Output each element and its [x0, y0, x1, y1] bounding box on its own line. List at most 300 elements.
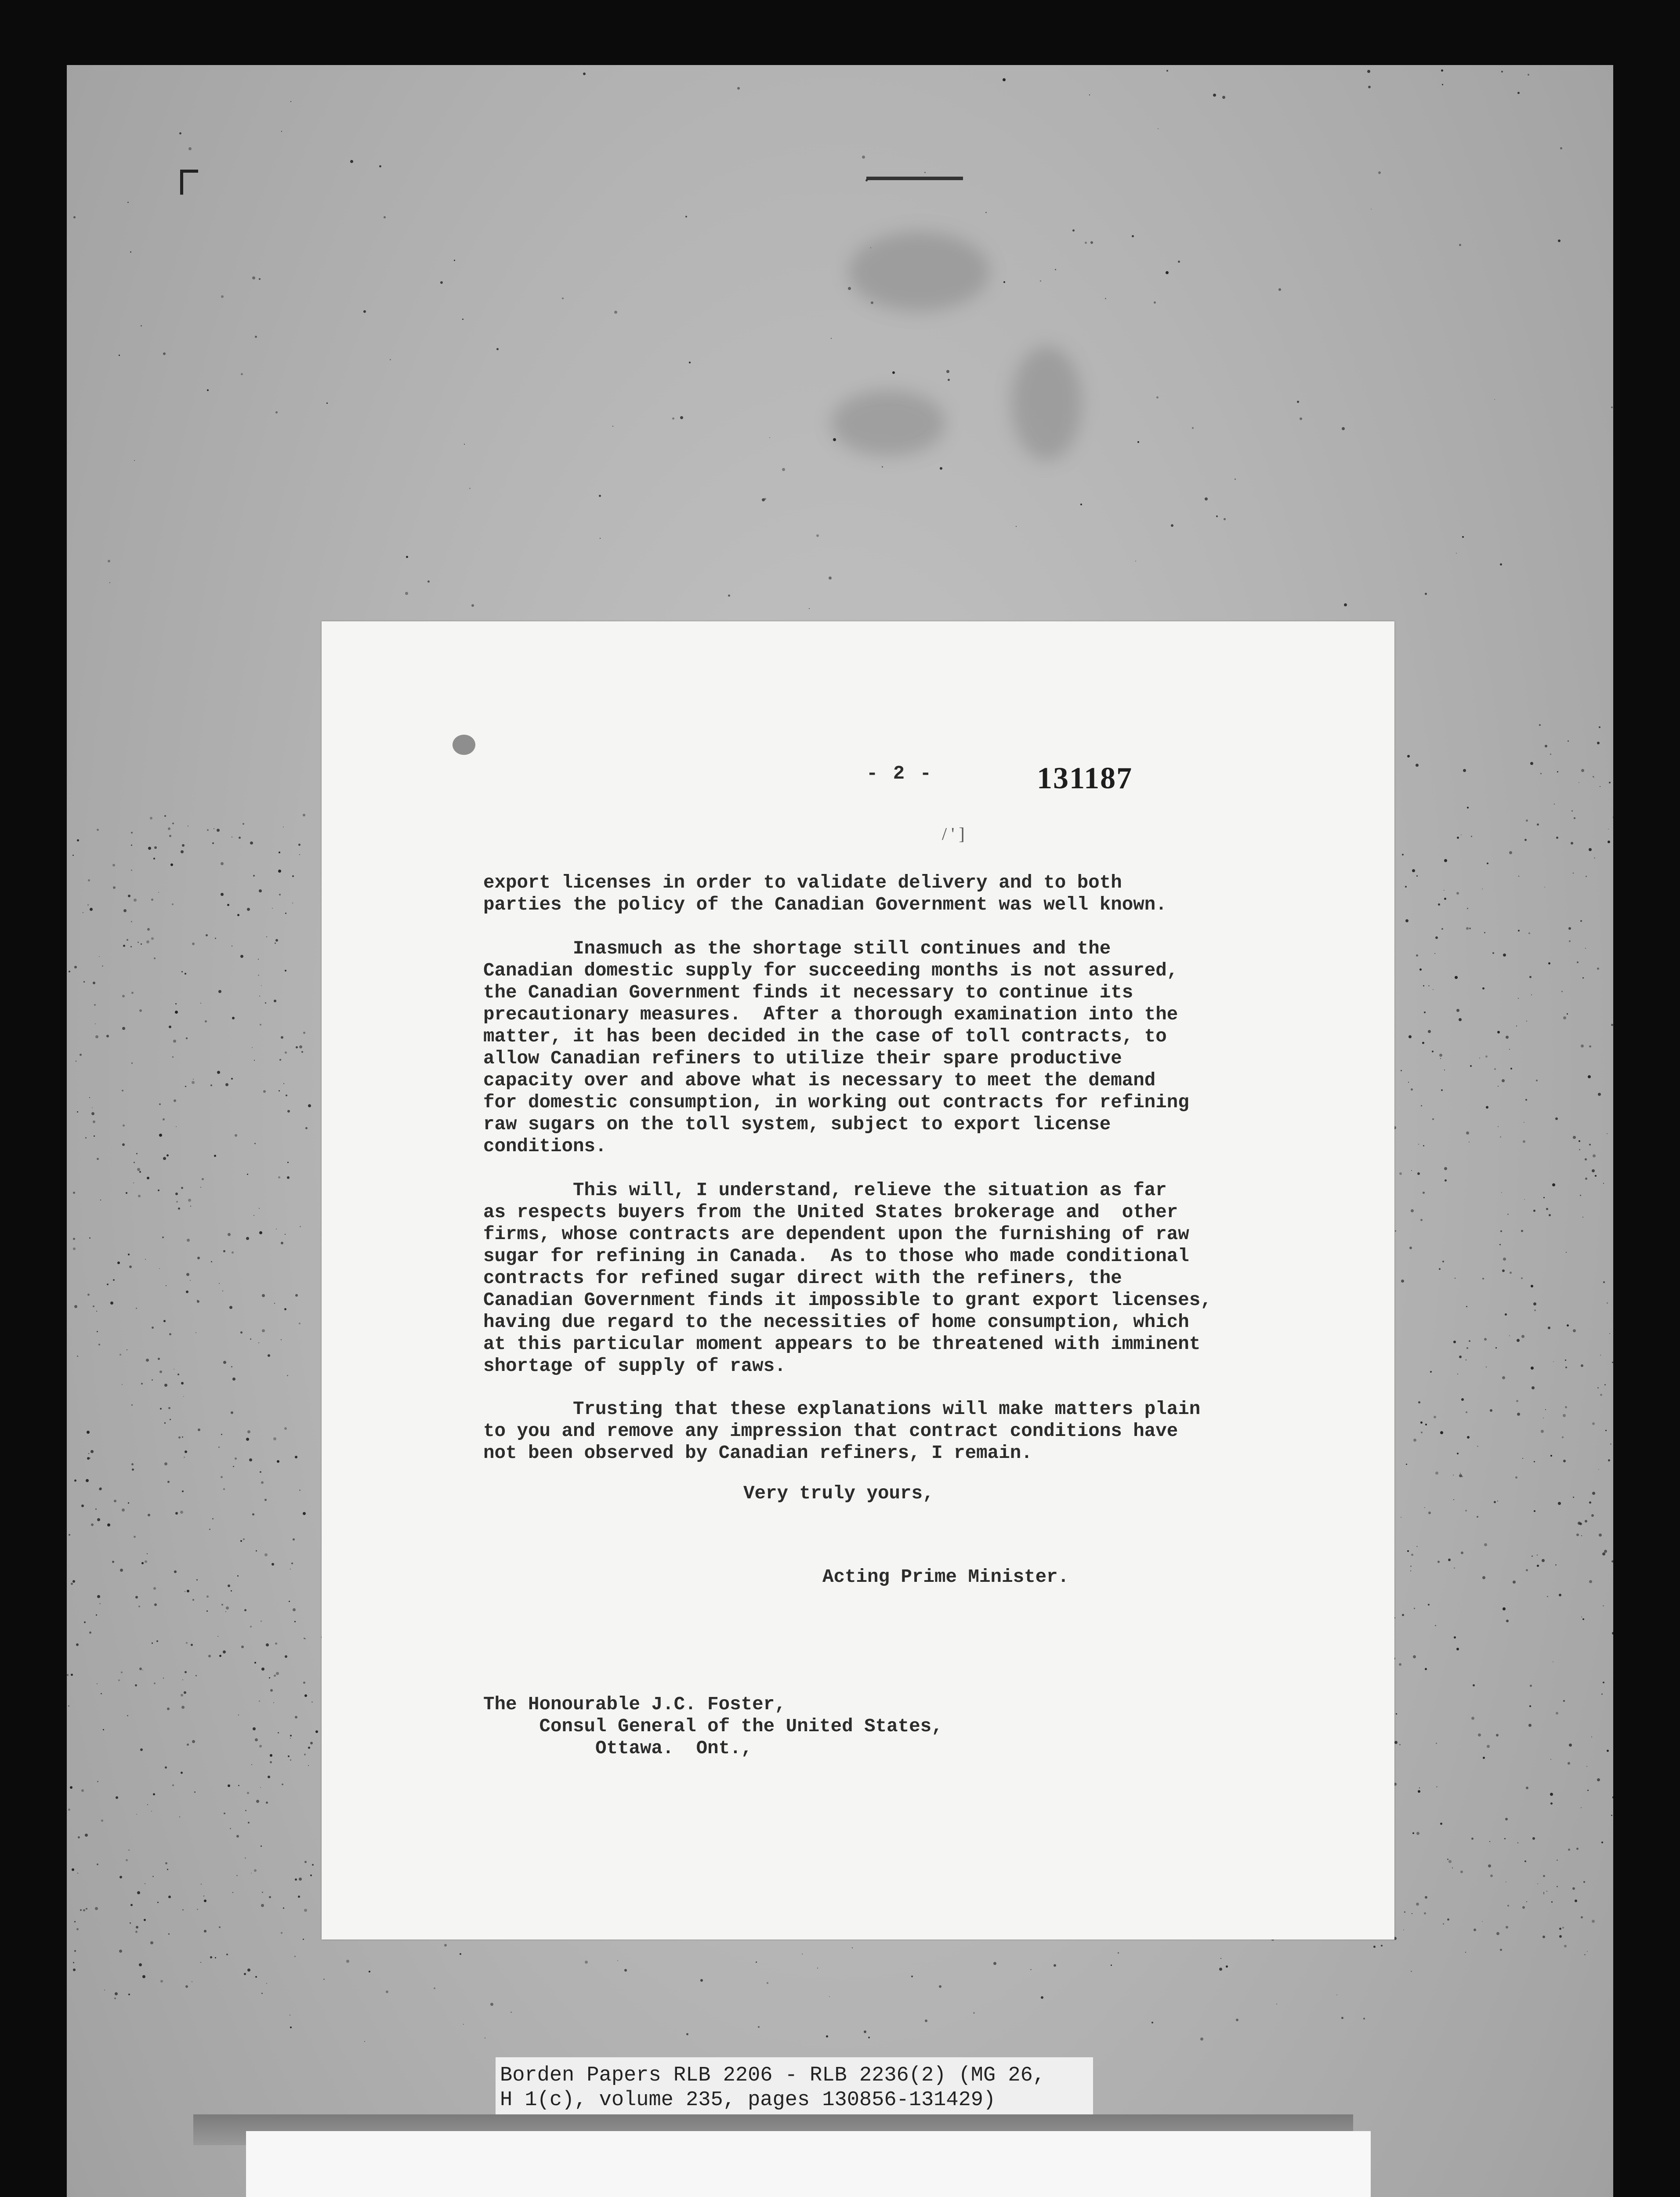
film-speck	[1465, 1952, 1466, 1953]
film-speck	[1132, 235, 1134, 237]
film-speck	[186, 1291, 188, 1293]
film-speck	[1598, 1093, 1601, 1096]
film-speck	[1496, 1932, 1499, 1935]
film-speck	[583, 73, 586, 75]
film-speck	[303, 1682, 305, 1684]
film-speck	[273, 1702, 274, 1703]
film-speck	[1502, 1269, 1505, 1272]
film-speck	[258, 975, 259, 976]
film-speck	[1557, 1860, 1558, 1861]
film-speck	[1581, 1044, 1584, 1048]
film-speck	[169, 1026, 171, 1028]
film-speck	[154, 957, 156, 959]
film-speck	[130, 946, 132, 947]
film-speck	[1585, 1158, 1587, 1160]
film-speck	[180, 1511, 183, 1514]
film-speck	[174, 1570, 177, 1573]
film-speck	[107, 1283, 109, 1285]
film-speck	[1080, 504, 1082, 505]
film-speck	[259, 1745, 262, 1747]
film-speck	[1573, 1497, 1574, 1498]
film-speck	[1448, 1860, 1452, 1863]
film-speck	[1550, 1802, 1553, 1805]
film-speck	[1576, 1534, 1579, 1536]
film-speck	[186, 1037, 188, 1039]
film-speck	[427, 580, 430, 583]
film-speck	[1158, 128, 1159, 129]
film-speck	[1412, 1832, 1414, 1834]
film-speck	[1597, 1387, 1599, 1389]
film-speck	[1589, 1144, 1591, 1146]
film-speck	[181, 850, 184, 853]
film-speck	[1546, 1891, 1547, 1892]
film-speck	[1534, 1461, 1535, 1462]
film-speck	[172, 1784, 174, 1786]
film-speck	[1607, 1302, 1608, 1304]
film-speck	[1592, 1169, 1595, 1172]
film-speck	[308, 1104, 311, 1107]
film-speck	[153, 858, 155, 859]
film-speck	[1419, 1787, 1420, 1788]
film-speck	[1521, 1277, 1523, 1279]
film-speck	[1603, 1605, 1604, 1606]
film-speck	[1602, 1552, 1605, 1555]
film-speck	[181, 1706, 185, 1709]
film-speck	[119, 1876, 122, 1878]
film-speck	[940, 467, 942, 470]
film-speck	[286, 1095, 287, 1096]
film-speck	[1467, 908, 1468, 909]
film-speck	[99, 956, 100, 957]
film-speck	[164, 1422, 166, 1424]
film-speck	[1552, 1183, 1555, 1186]
film-speck	[167, 1481, 170, 1483]
film-speck	[221, 893, 224, 896]
film-speck	[138, 1195, 141, 1197]
film-speck	[175, 1512, 178, 1515]
film-speck	[1421, 1105, 1422, 1106]
film-speck	[1537, 1565, 1539, 1567]
film-speck	[1600, 1394, 1602, 1396]
film-speck	[215, 1957, 216, 1958]
film-speck	[1444, 890, 1445, 891]
film-speck	[1425, 1424, 1427, 1425]
film-speck	[1608, 829, 1609, 830]
film-speck	[250, 1338, 251, 1340]
film-speck	[1435, 936, 1438, 939]
film-speck	[237, 1575, 239, 1577]
film-speck	[296, 1046, 298, 1048]
film-speck	[246, 1438, 249, 1441]
film-speck	[159, 1370, 162, 1373]
film-speck	[160, 1408, 162, 1410]
film-speck	[236, 1875, 238, 1876]
film-speck	[147, 928, 150, 931]
film-speck	[1542, 1936, 1545, 1938]
film-speck	[116, 1796, 118, 1799]
film-speck	[152, 1327, 154, 1329]
film-speck	[260, 1471, 261, 1473]
film-speck	[91, 1523, 94, 1526]
film-speck	[1593, 1154, 1596, 1157]
film-speck	[158, 1189, 159, 1191]
film-speck	[599, 495, 601, 497]
film-speck	[1490, 1874, 1493, 1877]
film-speck	[829, 1996, 830, 1997]
film-speck	[911, 1976, 913, 1977]
film-speck	[185, 1671, 187, 1673]
film-speck	[1550, 754, 1551, 755]
film-speck	[1581, 1364, 1583, 1367]
film-speck	[440, 281, 443, 284]
film-speck	[1523, 1140, 1525, 1143]
film-speck	[1563, 1016, 1566, 1019]
film-speck	[304, 1909, 307, 1912]
film-speck	[1607, 1750, 1609, 1752]
film-speck	[868, 2037, 870, 2038]
film-speck	[1598, 1469, 1599, 1470]
film-speck	[310, 1742, 313, 1744]
film-speck	[270, 1754, 272, 1757]
film-speck	[882, 466, 883, 468]
film-speck	[77, 1356, 78, 1357]
film-speck	[1592, 1422, 1595, 1425]
film-speck	[181, 1772, 183, 1774]
film-speck	[252, 276, 255, 279]
film-speck	[89, 1457, 91, 1459]
film-speck	[1452, 1867, 1453, 1868]
film-speck	[1030, 1969, 1032, 1970]
film-speck	[1434, 953, 1435, 954]
film-speck	[1482, 987, 1484, 990]
film-speck	[219, 1926, 221, 1928]
film-speck	[1457, 837, 1459, 839]
margin-tick-mark: / ' ]	[942, 824, 965, 844]
film-speck	[136, 1308, 137, 1309]
film-speck	[1586, 1766, 1587, 1767]
film-speck	[1526, 1569, 1528, 1571]
film-speck	[94, 1135, 95, 1137]
film-speck	[1156, 396, 1159, 399]
film-speck	[1586, 876, 1587, 877]
film-speck	[1342, 427, 1345, 430]
film-speck	[232, 1017, 235, 1019]
film-speck	[115, 1992, 118, 1995]
film-speck	[462, 319, 463, 320]
film-speck	[1439, 1268, 1441, 1270]
film-speck	[1297, 401, 1299, 403]
film-speck	[103, 1729, 104, 1730]
film-speck	[1597, 742, 1600, 744]
film-speck	[1490, 1409, 1492, 1412]
film-speck	[240, 1331, 243, 1334]
film-speck	[1454, 1636, 1456, 1639]
film-speck	[1543, 1875, 1545, 1877]
film-speck	[1482, 1278, 1484, 1280]
film-speck	[299, 1490, 301, 1491]
film-speck	[90, 908, 93, 911]
film-speck	[769, 437, 770, 438]
film-speck	[164, 1462, 167, 1465]
film-speck	[153, 1587, 156, 1590]
film-speck	[253, 875, 255, 877]
film-speck	[1608, 841, 1610, 843]
film-speck	[261, 1845, 262, 1847]
film-speck	[76, 1928, 79, 1930]
film-speck	[298, 1896, 300, 1898]
film-speck	[1526, 1021, 1527, 1022]
film-speck	[817, 1968, 818, 1969]
film-speck	[1474, 1929, 1476, 1931]
film-speck	[1219, 1968, 1222, 1971]
film-speck	[1418, 1790, 1420, 1793]
film-speck	[939, 1985, 941, 1988]
film-speck	[1443, 1923, 1444, 1925]
film-speck	[1467, 807, 1469, 808]
film-speck	[1506, 1036, 1509, 1039]
film-speck	[298, 844, 301, 846]
film-speck	[131, 845, 132, 846]
film-speck	[1507, 1905, 1509, 1907]
film-speck	[1573, 1136, 1576, 1139]
film-speck	[1423, 1192, 1425, 1194]
film-speck	[600, 538, 601, 539]
signature-title: Acting Prime Minister.	[822, 1566, 1069, 1588]
film-speck	[158, 892, 159, 893]
film-speck	[186, 1273, 189, 1276]
film-top-mark	[866, 177, 963, 180]
film-speck	[1501, 71, 1503, 73]
film-speck	[95, 1035, 98, 1038]
film-speck	[117, 1262, 120, 1264]
film-speck	[1135, 561, 1136, 562]
film-speck	[764, 498, 766, 500]
film-speck	[164, 1384, 167, 1387]
film-speck	[73, 216, 76, 218]
film-speck	[304, 1694, 307, 1697]
film-speck	[186, 1642, 188, 1644]
film-speck	[122, 1143, 125, 1146]
film-speck	[279, 1090, 280, 1091]
film-speck	[1336, 1994, 1337, 1995]
archives-title-card	[246, 2131, 1371, 2197]
film-speck	[235, 1457, 237, 1460]
film-speck	[244, 1609, 246, 1611]
film-speck	[134, 899, 137, 902]
film-speck	[434, 1987, 435, 1989]
film-speck	[1438, 903, 1440, 906]
film-speck	[826, 2035, 828, 2037]
film-speck	[230, 1828, 231, 1829]
film-speck	[255, 336, 257, 338]
film-speck	[162, 1236, 164, 1238]
film-speck	[287, 1176, 290, 1179]
film-speck	[1599, 726, 1600, 728]
film-speck	[110, 1302, 113, 1305]
film-speck	[123, 1124, 125, 1127]
film-speck	[1378, 171, 1381, 174]
film-speck	[1441, 69, 1443, 72]
film-speck	[1417, 1172, 1420, 1175]
film-speck	[1466, 1131, 1469, 1135]
film-speck	[81, 1789, 84, 1792]
film-speck	[221, 862, 224, 865]
film-speck	[204, 1900, 206, 1902]
film-speck	[170, 1419, 171, 1420]
film-speck	[134, 1536, 136, 1538]
film-speck	[1513, 1581, 1516, 1584]
film-speck	[1525, 1099, 1527, 1101]
film-speck	[1461, 1552, 1463, 1554]
film-speck	[1399, 1663, 1401, 1666]
film-speck	[293, 1608, 296, 1611]
film-speck	[285, 913, 286, 914]
film-speck	[1566, 1252, 1567, 1253]
film-speck	[260, 1024, 261, 1026]
film-speck	[129, 1265, 132, 1268]
film-speck	[1421, 1432, 1423, 1433]
film-speck	[1524, 1860, 1526, 1862]
film-speck	[1487, 863, 1488, 864]
film-speck	[101, 1820, 103, 1822]
film-speck	[247, 1969, 250, 1972]
film-speck	[1563, 1700, 1565, 1702]
film-speck	[1587, 1951, 1588, 1952]
film-speck	[163, 1320, 166, 1322]
film-speck	[1154, 301, 1156, 304]
film-speck	[672, 417, 674, 420]
film-speck	[259, 1700, 260, 1702]
film-speck	[226, 1606, 229, 1610]
film-speck	[1437, 1561, 1440, 1563]
film-speck	[96, 1311, 97, 1312]
film-speck	[240, 1540, 242, 1542]
film-speck	[689, 362, 691, 363]
film-speck	[1559, 1935, 1562, 1938]
film-speck	[1471, 1717, 1474, 1720]
film-speck	[1482, 1576, 1485, 1579]
film-speck	[946, 370, 949, 373]
film-speck	[1482, 1921, 1483, 1922]
film-speck	[405, 592, 408, 595]
film-speck	[1457, 1453, 1459, 1454]
film-speck	[121, 1671, 123, 1673]
film-speck	[1516, 1400, 1518, 1402]
film-speck	[69, 971, 70, 972]
film-speck	[78, 1836, 80, 1838]
film-speck	[1515, 1476, 1517, 1479]
film-speck	[848, 287, 851, 290]
film-speck	[460, 1953, 461, 1955]
film-speck	[1611, 1560, 1613, 1563]
film-speck	[1558, 1502, 1561, 1505]
film-speck	[148, 1514, 150, 1516]
film-speck	[1603, 1183, 1604, 1184]
film-speck	[300, 1226, 301, 1227]
film-speck	[1522, 1458, 1523, 1459]
film-speck	[1435, 1472, 1438, 1475]
film-speck	[1517, 1339, 1520, 1342]
film-speck	[1483, 1757, 1485, 1759]
film-speck	[168, 1896, 171, 1898]
film-speck	[259, 278, 261, 280]
film-speck	[136, 1153, 138, 1154]
film-speck	[1510, 1068, 1512, 1069]
film-speck	[284, 1308, 286, 1310]
film-speck	[1453, 1475, 1454, 1476]
film-speck	[471, 604, 474, 607]
film-speck	[1416, 954, 1418, 957]
film-speck	[275, 1642, 277, 1645]
film-speck	[1517, 1842, 1518, 1843]
film-speck	[83, 981, 85, 982]
film-speck	[406, 556, 408, 558]
film-speck	[269, 1896, 271, 1898]
film-speck	[223, 1650, 226, 1653]
film-speck	[168, 1933, 170, 1935]
film-speck	[67, 1674, 69, 1676]
film-speck	[870, 247, 871, 248]
film-speck	[290, 101, 291, 102]
film-speck	[1545, 1409, 1546, 1410]
film-speck	[728, 595, 730, 597]
film-speck	[139, 1171, 141, 1173]
film-speck	[181, 1187, 183, 1189]
film-speck	[1595, 1175, 1597, 1177]
film-speck	[119, 355, 120, 356]
film-speck	[1541, 1430, 1544, 1433]
film-speck	[1607, 1133, 1608, 1134]
film-speck	[264, 1499, 267, 1501]
film-speck	[1585, 948, 1586, 949]
film-speck	[1447, 1918, 1449, 1921]
film-speck	[88, 879, 90, 881]
film-speck	[1579, 1140, 1580, 1142]
film-speck	[1430, 1371, 1432, 1373]
film-speck	[285, 970, 286, 972]
film-speck	[134, 1162, 135, 1163]
film-speck	[1577, 961, 1579, 963]
film-speck	[1394, 1617, 1395, 1618]
film-speck	[1581, 1916, 1583, 1918]
film-speck	[1413, 1439, 1416, 1442]
film-speck	[232, 1251, 234, 1254]
film-speck	[310, 1874, 312, 1876]
film-speck	[1416, 764, 1419, 767]
film-speck	[295, 1456, 297, 1458]
film-speck	[122, 995, 125, 997]
film-speck	[247, 1430, 250, 1433]
film-speck	[295, 1716, 297, 1718]
film-speck	[218, 990, 221, 993]
film-speck	[262, 1294, 265, 1297]
film-speck	[1573, 873, 1574, 874]
film-speck	[1603, 1281, 1605, 1283]
film-corner-mark	[180, 170, 198, 195]
film-speck	[1556, 837, 1558, 839]
film-speck	[1460, 1473, 1461, 1474]
film-speck	[1568, 740, 1569, 742]
film-speck	[756, 1961, 757, 1963]
film-speck	[283, 1083, 284, 1084]
archive-reference-label: Borden Papers RLB 2206 - RLB 2236(2) (MG 26, H 1(c), volume 235, pages 130856-131429)	[496, 2057, 1093, 2130]
film-speck	[809, 608, 810, 609]
film-speck	[326, 402, 328, 404]
film-speck	[1402, 1614, 1404, 1616]
film-speck	[1575, 1900, 1577, 1902]
film-speck	[221, 1476, 223, 1478]
film-speck	[192, 1740, 195, 1743]
